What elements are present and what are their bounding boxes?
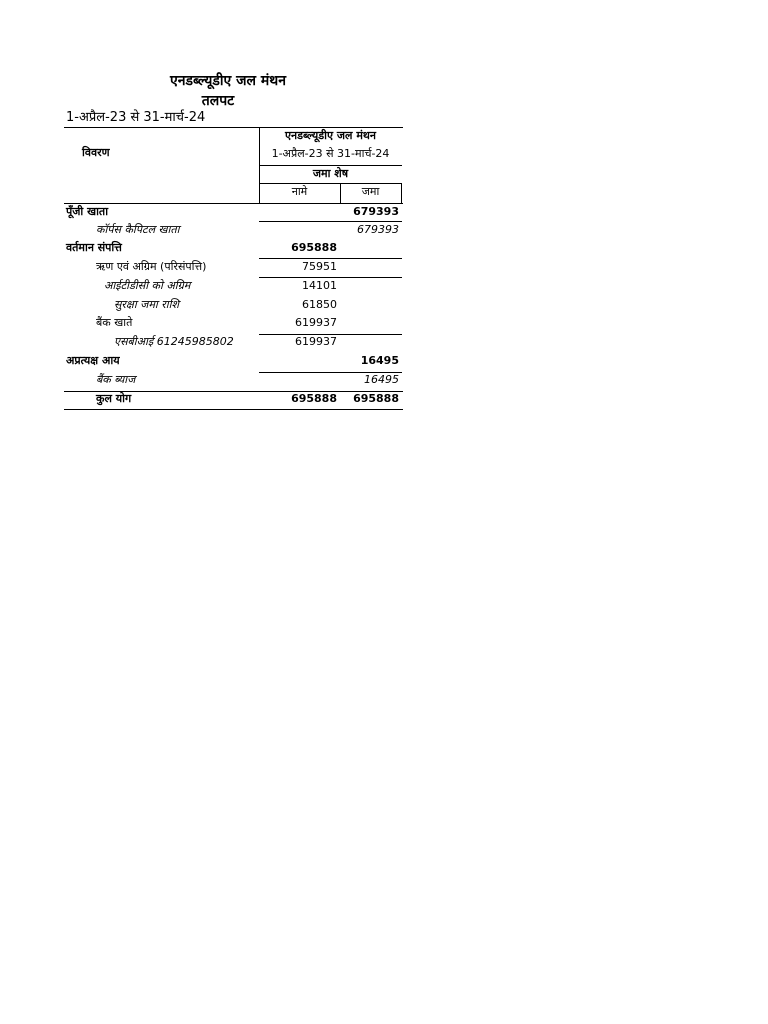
credit-bank-interest: 16495	[364, 373, 399, 386]
org-name-title: एनडब्ल्यूडीए जल मंथन	[170, 73, 286, 89]
value-sbi: 619937	[295, 335, 337, 348]
debit-header: नामे	[291, 185, 308, 198]
subgroup-label-bank-accounts: बैंक खाते	[96, 316, 133, 329]
subgroup-value-loans-advances: 75951	[302, 260, 337, 273]
ledger-label-security-deposit: सुरक्षा जमा राशि	[114, 298, 179, 311]
total-label: कुल योग	[96, 392, 132, 405]
header-rule-balance	[259, 165, 402, 166]
value-security-deposit: 61850	[302, 298, 337, 311]
subgroup-label-loans-advances: ऋण एवं अग्रिम (परिसंपत्ति)	[96, 260, 207, 273]
ledger-label-corpus: कॉर्पस कैपिटल खाता	[96, 223, 180, 236]
report-period: 1-अप्रैल-23 से 31-मार्च-24	[66, 110, 206, 125]
group-label-current-assets: वर्तमान संपत्ति	[66, 241, 122, 254]
total-debit: 695888	[291, 392, 337, 405]
total-credit: 695888	[353, 392, 399, 405]
value-bank-accounts: 619937	[295, 316, 337, 329]
row-rule	[259, 258, 402, 259]
ledger-label-bank-interest: बैंक ब्याज	[96, 373, 136, 386]
statement-title: तलपट	[201, 93, 235, 109]
debit-current-assets: 695888	[291, 241, 337, 254]
header-top-rule	[64, 127, 403, 128]
ledger-label-itdc: आईटीडीसी को अग्रिम	[104, 279, 191, 292]
header-org-name: एनडब्ल्यूडीए जल मंथन	[284, 129, 377, 142]
group-label-capital: पूँजी खाता	[66, 205, 109, 218]
closing-balance-header: जमा शेष	[312, 167, 349, 180]
value-itdc: 14101	[302, 279, 337, 292]
header-rule-subcols	[259, 183, 402, 184]
header-bottom-rule	[64, 203, 403, 204]
group-label-indirect-income: अप्रत्यक्ष आय	[66, 354, 120, 367]
credit-header: जमा	[361, 185, 380, 198]
total-bottom-rule	[64, 409, 403, 410]
row-rule	[259, 277, 402, 278]
row-rule	[259, 221, 402, 222]
credit-corpus: 679393	[357, 223, 399, 236]
credit-capital: 679393	[353, 205, 399, 218]
description-header: विवरण	[82, 146, 110, 159]
header-period: 1-अप्रैल-23 से 31-मार्च-24	[271, 147, 390, 160]
credit-indirect-income: 16495	[360, 354, 399, 367]
header-right-edge	[401, 183, 402, 203]
ledger-label-sbi: एसबीआई 61245985802	[114, 335, 234, 348]
